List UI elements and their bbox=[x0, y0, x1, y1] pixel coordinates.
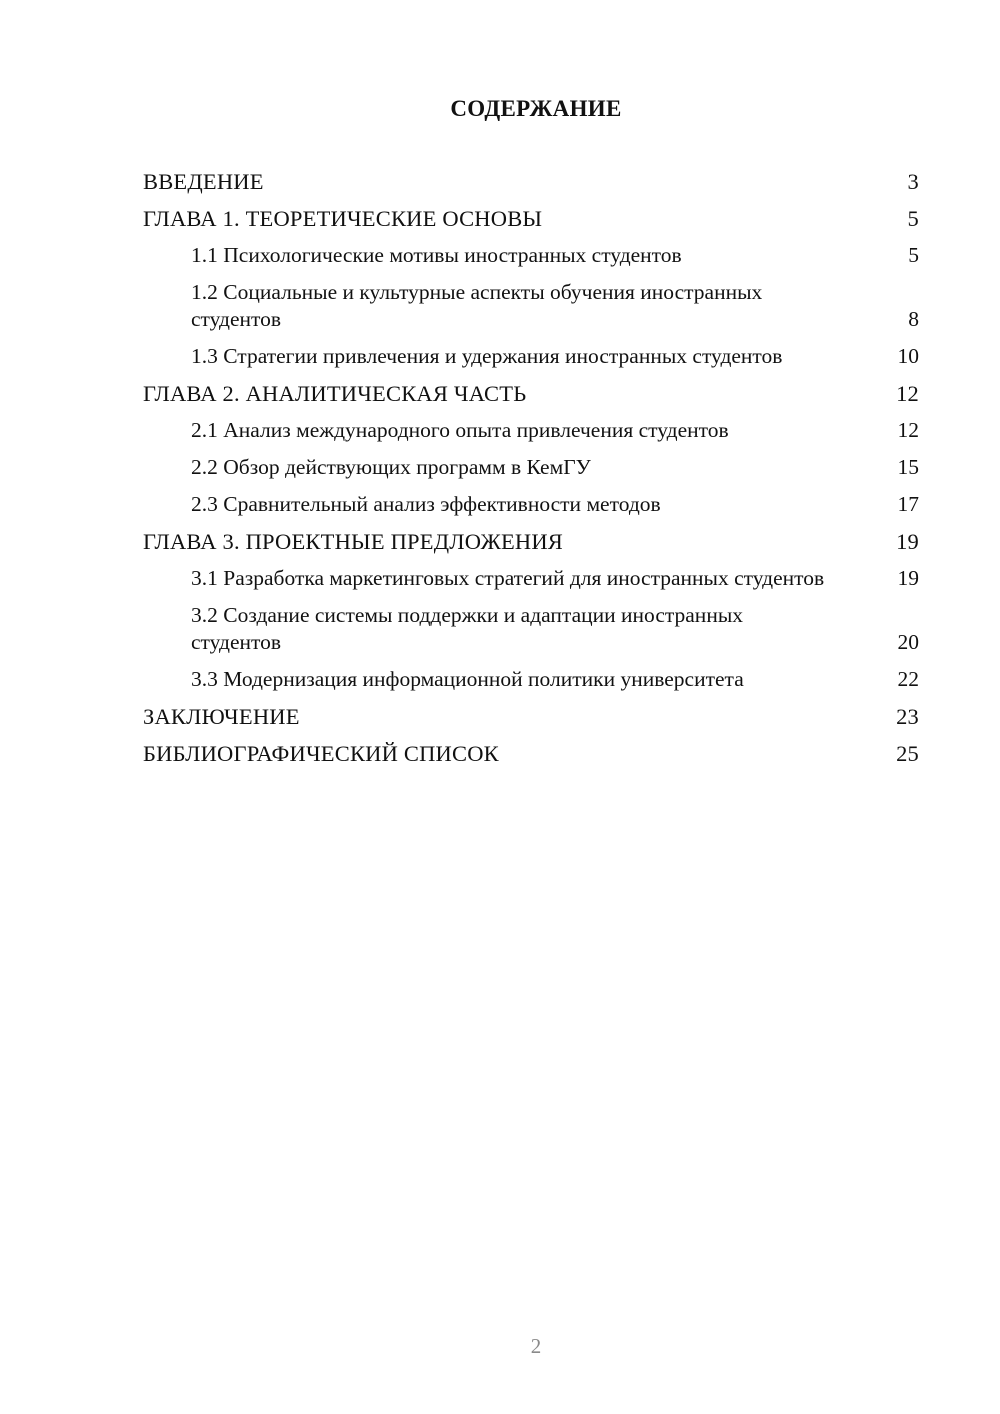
toc-entry-title: ГЛАВА 3. ПРОЕКТНЫЕ ПРЕДЛОЖЕНИЯ bbox=[143, 529, 564, 554]
toc-entry-page: 10 bbox=[897, 344, 919, 368]
toc-entry[interactable] bbox=[143, 491, 919, 518]
toc-entry-title: 2.2 Обзор действующих программ в КемГУ bbox=[191, 455, 591, 479]
toc-entry[interactable] bbox=[143, 740, 919, 767]
toc-entry-page: 5 bbox=[908, 243, 919, 267]
toc-entry[interactable] bbox=[143, 417, 919, 444]
page-title: СОДЕРЖАНИЕ bbox=[450, 96, 622, 121]
toc-entry-page: 5 bbox=[907, 206, 919, 231]
toc-entry[interactable] bbox=[143, 343, 919, 370]
toc-entry[interactable] bbox=[143, 703, 919, 730]
toc-entry-title: ЗАКЛЮЧЕНИЕ bbox=[143, 704, 300, 729]
toc-entry-title: 3.2 Создание системы поддержки и адаптации иностранных студентов bbox=[191, 603, 744, 654]
toc-entry-page: 12 bbox=[896, 381, 919, 406]
toc-entry-page: 20 bbox=[897, 630, 919, 654]
toc-entry-page: 12 bbox=[897, 418, 919, 442]
toc-entry[interactable] bbox=[143, 666, 919, 693]
toc-entry[interactable] bbox=[143, 242, 919, 269]
toc-entry-title: БИБЛИОГРАФИЧЕСКИЙ СПИСОК bbox=[143, 741, 499, 766]
toc-entry-title: 3.1 Разработка маркетинговых стратегий для иностранных студентов bbox=[191, 566, 825, 590]
toc-entry[interactable] bbox=[143, 528, 919, 555]
toc-entry-page: 23 bbox=[896, 704, 919, 729]
toc-entry[interactable] bbox=[143, 565, 919, 592]
toc-entry-title: 1.3 Стратегии привлечения и удержания иностранных студентов bbox=[191, 344, 783, 368]
toc-entry-title: ГЛАВА 2. АНАЛИТИЧЕСКАЯ ЧАСТЬ bbox=[143, 381, 527, 406]
toc-entry-title: 1.1 Психологические мотивы иностранных студентов bbox=[191, 243, 682, 267]
toc-entry[interactable] bbox=[143, 380, 919, 407]
toc-entry-page: 8 bbox=[908, 307, 919, 331]
toc-entry-page: 19 bbox=[897, 566, 919, 590]
toc-entry-page: 15 bbox=[897, 455, 919, 479]
page-number: 2 bbox=[530, 1334, 542, 1358]
toc-entry[interactable] bbox=[143, 205, 919, 232]
toc-entry[interactable] bbox=[143, 279, 919, 333]
toc-entry-page: 22 bbox=[897, 667, 919, 691]
toc-entry-title: ГЛАВА 1. ТЕОРЕТИЧЕСКИЕ ОСНОВЫ bbox=[143, 206, 543, 231]
toc-entry-page: 17 bbox=[897, 492, 919, 516]
toc-entry-page: 19 bbox=[896, 529, 919, 554]
toc-entry-page: 25 bbox=[896, 741, 919, 766]
toc-entry[interactable] bbox=[143, 602, 919, 656]
toc-entry-title: 3.3 Модернизация информационной политики университета bbox=[191, 667, 744, 691]
toc-entry[interactable] bbox=[143, 168, 919, 195]
toc-entry-title: ВВЕДЕНИЕ bbox=[143, 169, 264, 194]
toc-entry-title: 1.2 Социальные и культурные аспекты обучения иностранных студентов bbox=[191, 280, 763, 331]
toc-entry-title: 2.1 Анализ международного опыта привлечения студентов bbox=[191, 418, 729, 442]
toc-entry-title: 2.3 Сравнительный анализ эффективности методов bbox=[191, 492, 661, 516]
table-of-contents bbox=[143, 168, 919, 777]
toc-entry[interactable] bbox=[143, 454, 919, 481]
toc-entry-page: 3 bbox=[907, 169, 919, 194]
